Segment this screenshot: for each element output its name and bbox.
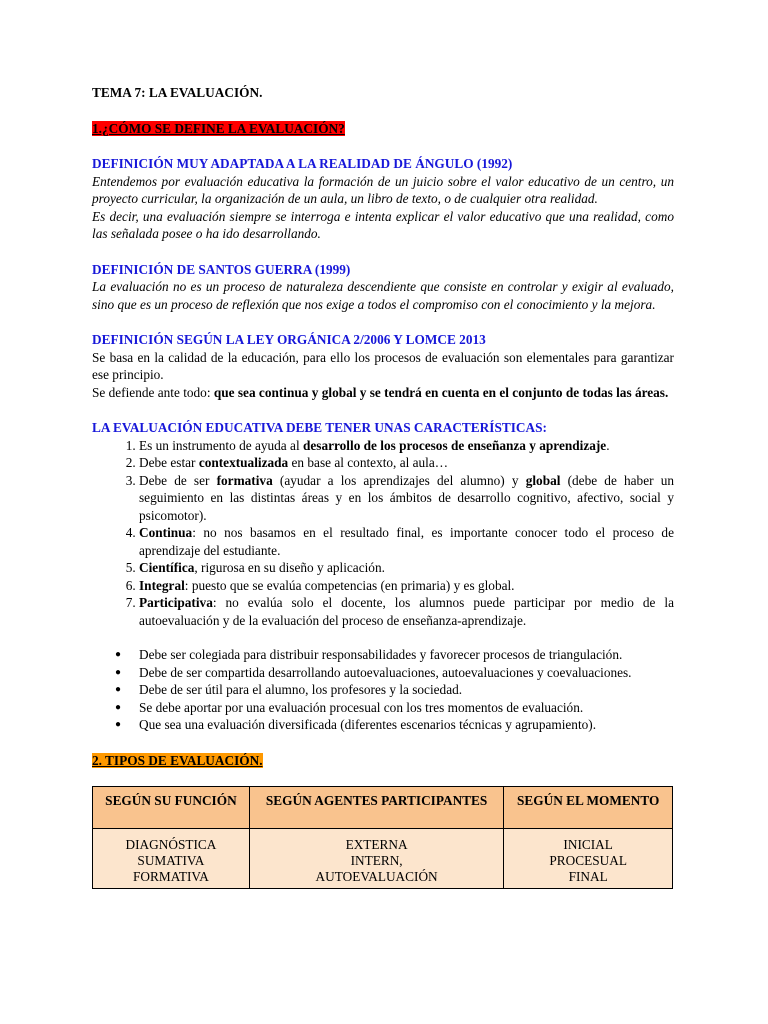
- item-text: Es un instrumento de ayuda al: [139, 437, 303, 453]
- item-text: (ayudar a los aprendizajes del alumno) y: [272, 472, 526, 488]
- item-text: Debe estar: [139, 455, 199, 470]
- item-text: (debe de haber un seguimiento en las distintas áreas y en los ámbitos de desarrollo cognitivo, afectivo, social y psicomotor).: [139, 472, 674, 523]
- angulo-text-1: Entendemos por evaluación educativa la formación de un juicio sobre el valor educativo de un centro, un proyecto curricular, la organización de un aula, un libro de texto, o de cualquier otra realidad.: [92, 173, 674, 206]
- ley-text-1: Se basa en la calidad de la educación, para ello los procesos de evaluación son elementales para garantizar ese principio.: [92, 349, 674, 382]
- tipos-evaluacion-table: [92, 786, 673, 889]
- item-bold: global: [525, 472, 561, 488]
- item-bold: desarrollo de los procesos de enseñanza y aprendizaje: [302, 437, 607, 453]
- table-cell-funcion: [93, 829, 250, 889]
- table-header-momento: SEGÚN EL MOMENTO: [504, 787, 673, 829]
- document-title: TEMA 7: LA EVALUACIÓN.: [92, 85, 263, 100]
- section-2-heading-wrap: [92, 752, 674, 770]
- bullet-item: ● Debe ser colegiada para distribuir responsabilidades y favorecer procesos de triangulación.: [139, 646, 674, 664]
- ley-text-2: [92, 384, 674, 402]
- item-bold: Continua: [139, 525, 193, 540]
- item-text: : no evalúa solo el docente, los alumnos puede participar por medio de la autoevaluación y de la evaluación del proceso de enseñanza-aprendizaje.: [139, 595, 674, 628]
- santos-text: La evaluación no es un proceso de naturaleza descendiente que consiste en controlar y exigir al evaluado, sino que es un proceso de reflexión que nos exige a todos el compromiso con el conocimiento y la mejora.: [92, 279, 674, 312]
- definition-ley: [92, 331, 674, 401]
- cell-line: INTERN,: [350, 853, 403, 868]
- ley-text-2-bold: que sea continua y global y se tendrá en cuenta en el conjunto de todas las áreas.: [213, 384, 669, 400]
- list-item: [139, 594, 674, 629]
- item-text: : no nos basamos en el resultado final, es importante conocer todo el proceso de aprendizaje del estudiante.: [139, 525, 674, 558]
- caracteristicas-list: [92, 437, 674, 630]
- bullet-item: ● Que sea una evaluación diversificada (diferentes escenarios técnicas y agrupamiento).: [139, 716, 674, 734]
- cell-line: FINAL: [568, 869, 608, 884]
- cell-line: EXTERNA: [345, 837, 408, 852]
- item-bold: contextualizada: [198, 455, 289, 470]
- item-text: , rigurosa en su diseño y aplicación.: [194, 560, 385, 575]
- bullet-item: ● Se debe aportar por una evaluación procesual con los tres momentos de evaluación.: [139, 699, 674, 717]
- caracteristicas-heading: LA EVALUACIÓN EDUCATIVA DEBE TENER UNAS CARACTERÍSTICAS:: [92, 420, 547, 435]
- ley-heading: DEFINICIÓN SEGÚN LA LEY ORGÁNICA 2/2006 Y LOMCE 2013: [92, 332, 486, 347]
- table-header-funcion: SEGÚN SU FUNCIÓN: [93, 787, 250, 829]
- caracteristicas: [92, 419, 674, 734]
- table-header-agentes: SEGÚN AGENTES PARTICIPANTES: [249, 787, 503, 829]
- cell-line: PROCESUAL: [549, 853, 627, 868]
- angulo-text-2: Es decir, una evaluación siempre se interroga e intenta explicar el valor educativo que una realidad, como las señalada posee o ha ido desarrollando.: [92, 208, 674, 241]
- list-item: [139, 577, 674, 595]
- cell-line: INICIAL: [563, 837, 613, 852]
- angulo-heading: DEFINICIÓN MUY ADAPTADA A LA REALIDAD DE ÁNGULO (1992): [92, 156, 513, 171]
- table-header-row: [93, 787, 673, 829]
- list-item: [139, 524, 674, 559]
- table-cell-momento: [504, 829, 673, 889]
- definition-angulo: [92, 155, 674, 243]
- item-text: en base al contexto, al aula…: [288, 455, 449, 470]
- item-bold: Científica: [139, 560, 195, 575]
- section-1-heading-wrap: [92, 120, 674, 138]
- list-item: [139, 559, 674, 577]
- item-bold: formativa: [216, 472, 273, 488]
- cell-line: SUMATIVA: [137, 853, 205, 868]
- document-page: [92, 84, 674, 889]
- bullet-item: ● Debe de ser compartida desarrollando autoevaluaciones, autoevaluaciones y coevaluaciones.: [139, 664, 674, 682]
- item-bold: Participativa: [139, 595, 213, 610]
- bullet-item: ● Debe de ser útil para el alumno, los profesores y la sociedad.: [139, 681, 674, 699]
- cell-line: DIAGNÓSTICA: [125, 837, 217, 852]
- list-item: [139, 437, 674, 455]
- cell-line: FORMATIVA: [133, 869, 209, 884]
- section-1-heading: 1.¿CÓMO SE DEFINE LA EVALUACIÓN?: [92, 120, 345, 136]
- list-item: [139, 454, 674, 472]
- item-text: : puesto que se evalúa competencias (en primaria) y es global.: [184, 577, 515, 593]
- list-item: [139, 472, 674, 525]
- definition-santos: [92, 261, 674, 314]
- santos-heading: DEFINICIÓN DE SANTOS GUERRA (1999): [92, 261, 351, 277]
- table-row: [93, 829, 673, 889]
- caracteristicas-bullets: [92, 646, 674, 734]
- table-cell-agentes: [249, 829, 503, 889]
- item-bold: Integral: [139, 577, 185, 593]
- cell-line: AUTOEVALUACIÓN: [315, 869, 438, 884]
- item-text: .: [606, 437, 610, 453]
- section-2-heading: 2. TIPOS DE EVALUACIÓN.: [92, 752, 263, 768]
- ley-text-2-plain: Se defiende ante todo:: [92, 384, 214, 400]
- item-text: Debe de ser: [139, 472, 217, 488]
